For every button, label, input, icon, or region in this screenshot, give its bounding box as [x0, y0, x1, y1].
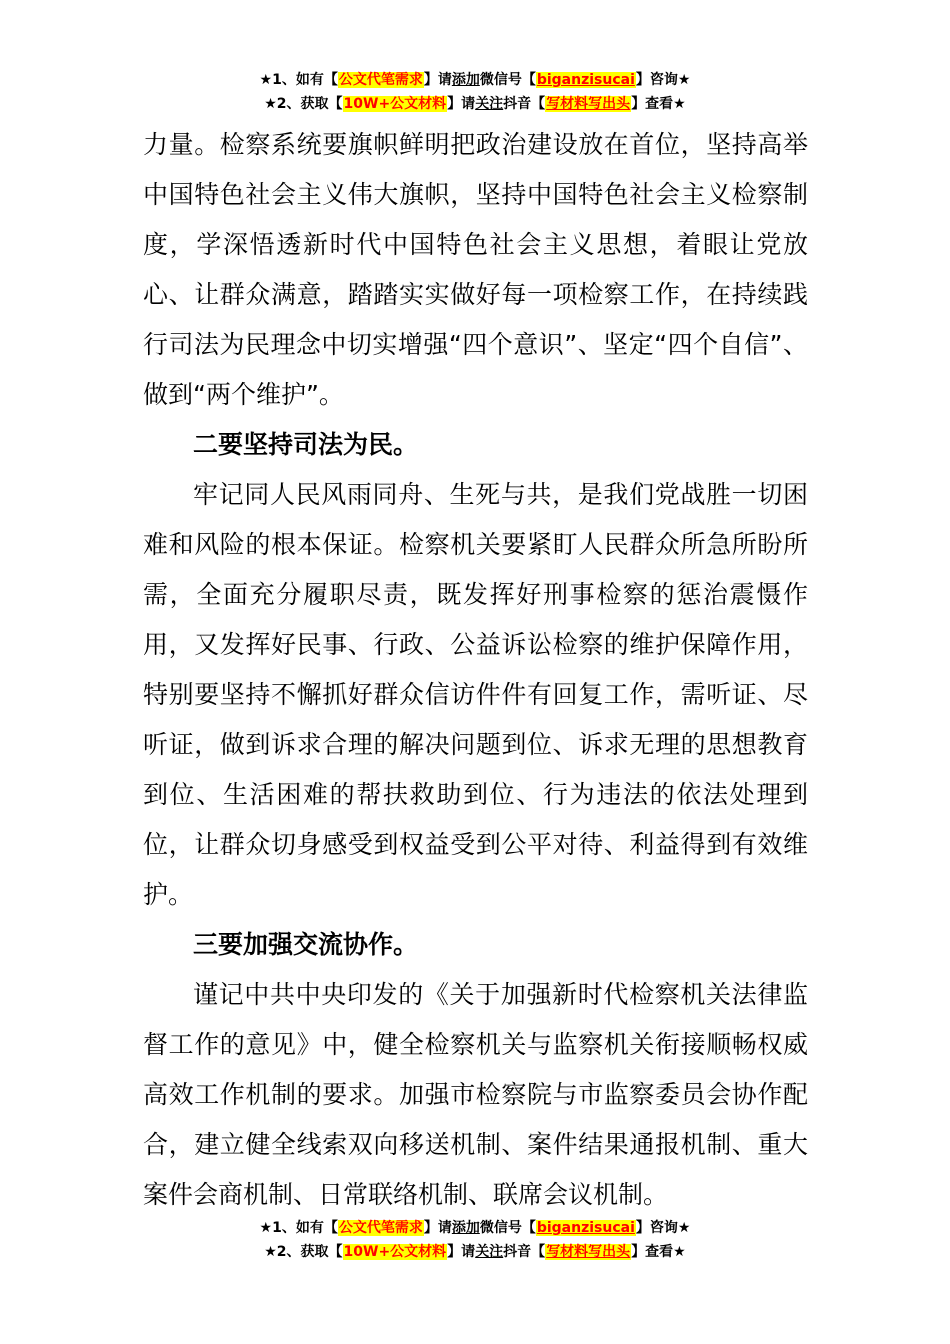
banner-line-2 [0, 92, 950, 116]
banner-text-add: 添加 [451, 1220, 480, 1236]
highlight-wechat-id: biganzisucai [536, 72, 635, 88]
banner-text: ★2、获取【 [264, 96, 343, 112]
highlight-douyin-account: 写材料写出头 [546, 96, 631, 112]
banner-text: 】咨询★ [635, 72, 691, 88]
banner-text: ★1、如有【 [259, 1220, 338, 1236]
highlight-materials: 10W+公文材料 [343, 1244, 447, 1260]
highlight-materials: 10W+公文材料 [343, 96, 447, 112]
highlight-wechat-id: biganzisucai [536, 1220, 635, 1236]
banner-text: 抖音【 [503, 1244, 546, 1260]
banner-text: 微信号【 [479, 1220, 536, 1236]
highlight-service: 公文代笔需求 [338, 72, 423, 88]
footer-banner [0, 1216, 950, 1264]
banner-text-follow: 关注 [475, 96, 504, 112]
banner-line-1 [0, 1216, 950, 1240]
banner-text: 抖音【 [503, 96, 546, 112]
section-heading-3: 三要加强交流协作。 [193, 930, 419, 959]
paragraph-1: 力量。检察系统要旗帜鲜明把政治建设放在首位，坚持高举中国特色社会主义伟大旗帜，坚持中国特色社会主义检察制度，学深悟透新时代中国特色社会主义思想，着眼让党放心、让群众满意，踏踏实实做好每一项检察工作，在持续践行司法为民理念中切实增强“四个意识”、坚定“四个自信”、做到“两个维护”。 [143, 130, 808, 409]
highlight-service: 公文代笔需求 [338, 1220, 423, 1236]
banner-text-follow: 关注 [475, 1244, 504, 1260]
banner-text: 】请 [447, 1244, 476, 1260]
header-banner [0, 68, 950, 116]
banner-text: 】咨询★ [635, 1220, 691, 1236]
document-body [143, 120, 808, 1220]
banner-text: 微信号【 [479, 72, 536, 88]
banner-text: 】请 [447, 96, 476, 112]
paragraph-3: 谨记中共中央印发的《关于加强新时代检察机关法律监督工作的意见》中，健全检察机关与监察机关衔接顺畅权威高效工作机制的要求。加强市检察院与市监察委员会协作配合，建立健全线索双向移送机制、案件结果通报机制、重大案件会商机制、日常联络机制、联席会议机制。 [143, 980, 808, 1209]
banner-text: 】查看★ [631, 96, 686, 112]
highlight-douyin-account: 写材料写出头 [546, 1244, 631, 1260]
banner-text: 】查看★ [631, 1244, 686, 1260]
section-heading-2: 二要坚持司法为民。 [193, 430, 419, 459]
banner-text: ★1、如有【 [259, 72, 338, 88]
banner-text: 】请 [423, 1220, 452, 1236]
banner-text: ★2、获取【 [264, 1244, 343, 1260]
banner-line-2 [0, 1240, 950, 1264]
paragraph-2: 牢记同人民风雨同舟、生死与共，是我们党战胜一切困难和风险的根本保证。检察机关要紧盯人民群众所急所盼所需，全面充分履职尽责，既发挥好刑事检察的惩治震慑作用，又发挥好民事、行政、公益诉讼检察的维护保障作用，特别要坚持不懈抓好群众信访件件有回复工作，需听证、尽听证，做到诉求合理的解决问题到位、诉求无理的思想教育到位、生活困难的帮扶救助到位、行为违法的依法处理到位，让群众切身感受到权益受到公平对待、利益得到有效维护。 [143, 480, 808, 909]
banner-text-add: 添加 [451, 72, 480, 88]
banner-text: 】请 [423, 72, 452, 88]
banner-line-1 [0, 68, 950, 92]
